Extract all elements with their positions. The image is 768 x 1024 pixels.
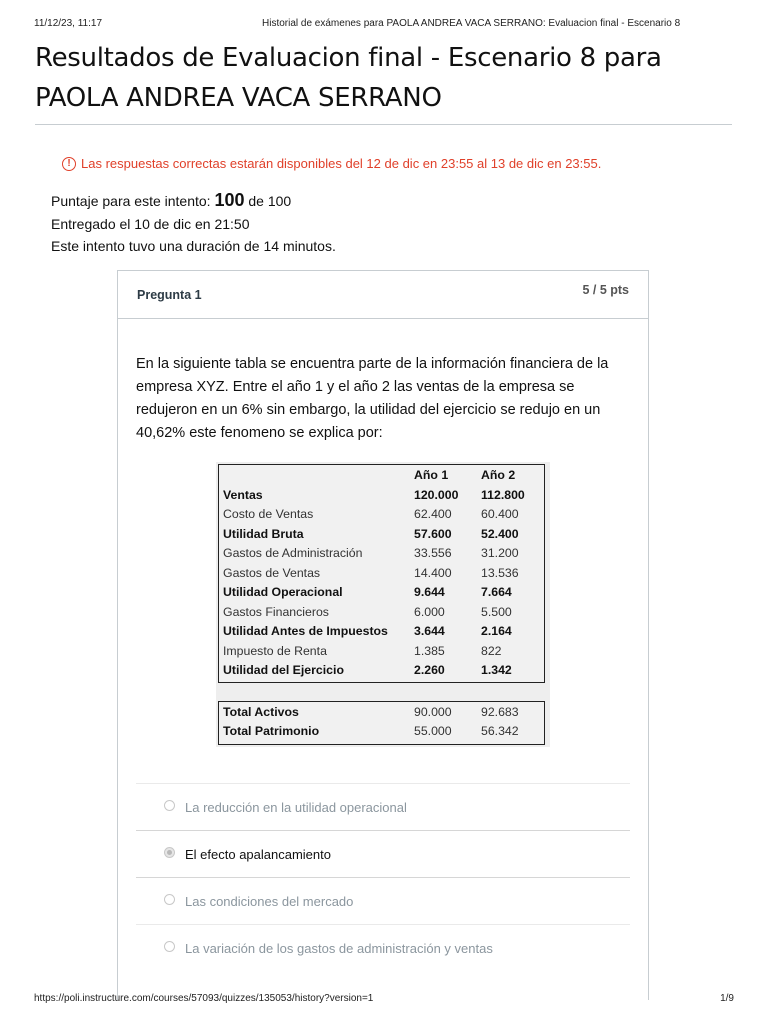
question-points: 5 / 5 pts <box>582 283 629 297</box>
answer-choice[interactable] <box>136 878 630 924</box>
score-total: de 100 <box>244 193 292 209</box>
row-label: Utilidad del Ejercicio <box>223 663 344 677</box>
print-page-title: Historial de exámenes para PAOLA ANDREA VACA SERRANO: Evaluacion final - Escenario 8 <box>262 18 681 29</box>
radio-button-checked[interactable] <box>164 847 175 858</box>
row-label: Ventas <box>223 487 263 502</box>
row-label: Utilidad Operacional <box>223 585 343 599</box>
row-label: Total Activos <box>223 705 299 719</box>
radio-button[interactable] <box>164 894 175 905</box>
column-header: Año 1 <box>414 468 449 482</box>
print-url: https://poli.instructure.com/courses/57093/quizzes/135053/history?version=1 <box>34 993 374 1004</box>
row-value: 3.644 <box>414 624 445 638</box>
row-value: 31.200 <box>481 546 519 560</box>
row-label: Gastos Financieros <box>223 604 329 619</box>
row-value: 1.385 <box>414 643 445 658</box>
row-value: 62.400 <box>414 507 452 521</box>
row-value: 9.644 <box>414 585 445 599</box>
row-value: 822 <box>481 643 502 658</box>
row-value: 1.342 <box>481 663 512 677</box>
column-header: Año 2 <box>481 468 516 482</box>
row-value: 52.400 <box>481 526 519 541</box>
alert-text: Las respuestas correctas estarán disponibles del 12 de dic en 23:55 al 13 de dic en 23:55. <box>81 156 602 171</box>
answer-choices <box>136 783 630 971</box>
financial-table-image <box>216 462 550 747</box>
row-value: 90.000 <box>414 705 452 719</box>
question-name: Pregunta 1 <box>137 288 202 302</box>
warning-icon: ! <box>62 157 76 171</box>
submitted-date: Entregado el 10 de dic en 21:50 <box>51 215 250 232</box>
attempt-duration: Este intento tuvo una duración de 14 minutos. <box>51 238 336 254</box>
row-value: 2.164 <box>481 624 512 638</box>
row-value: 33.556 <box>414 546 452 560</box>
question-card <box>117 270 649 1000</box>
row-value: 60.400 <box>481 507 519 521</box>
row-value: 120.000 <box>414 487 459 502</box>
row-label: Impuesto de Renta <box>223 643 327 658</box>
page-number: 1/9 <box>720 993 734 1004</box>
row-label: Costo de Ventas <box>223 507 314 521</box>
choice-label: Las condiciones del mercado <box>185 894 354 909</box>
row-value: 56.342 <box>481 724 519 738</box>
page-title: Resultados de Evaluacion final - Escenario 8 para PAOLA ANDREA VACA SERRANO <box>35 43 662 113</box>
question-text: En la siguiente tabla se encuentra parte de la información financiera de la empresa XYZ. Entre el año 1 y el año 2 las ventas de la empresa se redujeron en un 6% sin embargo, la utilidad del ejercicio se redujo en un 40,62% este fenomeno se explica por: <box>136 356 609 441</box>
answer-choice-selected[interactable] <box>136 830 630 878</box>
answer-choice[interactable] <box>136 783 630 830</box>
row-label: Total Patrimonio <box>223 724 320 738</box>
row-value: 2.260 <box>414 663 445 677</box>
row-label: Gastos de Administración <box>223 546 363 560</box>
score-line <box>51 189 336 213</box>
row-value: 6.000 <box>414 604 445 619</box>
answers-availability-alert <box>62 156 601 171</box>
row-value: 14.400 <box>414 565 452 580</box>
row-value: 112.800 <box>481 487 525 502</box>
row-value: 57.600 <box>414 526 452 541</box>
attempt-summary <box>51 189 336 258</box>
row-value: 92.683 <box>481 705 519 719</box>
score-label: Puntaje para este intento: <box>51 193 215 209</box>
radio-button[interactable] <box>164 941 175 952</box>
print-datetime: 11/12/23, 11:17 <box>34 18 103 29</box>
choice-label: El efecto apalancamiento <box>185 847 331 862</box>
choice-label: La reducción en la utilidad operacional <box>185 800 407 815</box>
score-value: 100 <box>214 190 245 210</box>
row-value: 7.664 <box>481 585 512 599</box>
row-label: Utilidad Antes de Impuestos <box>223 624 388 638</box>
balance-totals-table <box>218 701 545 745</box>
row-label: Gastos de Ventas <box>223 565 321 580</box>
row-value: 5.500 <box>481 604 512 619</box>
title-divider <box>35 124 732 125</box>
answer-choice[interactable] <box>136 924 630 971</box>
question-header <box>118 271 648 319</box>
choice-label: La variación de los gastos de administración y ventas <box>185 941 493 956</box>
income-statement-table <box>218 464 545 683</box>
row-label: Utilidad Bruta <box>223 526 304 541</box>
row-value: 13.536 <box>481 565 519 580</box>
radio-button[interactable] <box>164 800 175 811</box>
row-value: 55.000 <box>414 724 452 738</box>
